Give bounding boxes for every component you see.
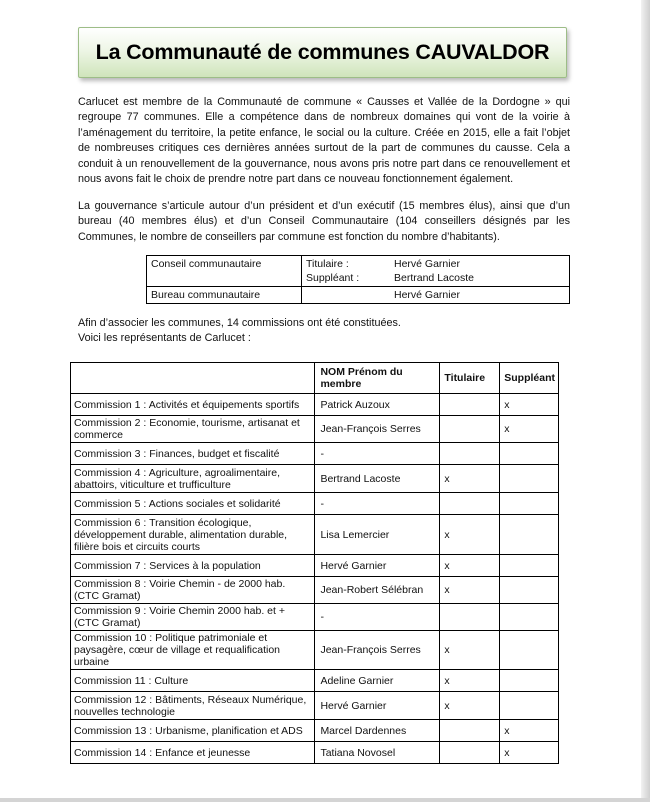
title-box [78, 27, 567, 78]
titulaire-cell: x [440, 692, 500, 720]
paragraph-membership: Carlucet est membre de la Communauté de commune « Causses et Vallée de la Dordogne » qui regroupe 77 communes. Elle a compétence dans de nombreux domaines qui vont de la voirie à l’aménagement du territoire, la petite enfance, le social ou la culture. Créée en 2015, elle a fait l’objet de nombreuses critiques ces dernières années surtout de la part de communes du causse. Cela a conduit à un renouvellement de la gouvernance, nous avons pris notre part dans ce renouvellement et nous avons fait le choix de prendre notre part dans ce nouveau fonctionnement également. [78, 96, 570, 186]
commissions-table-body [71, 394, 559, 764]
titulaire-cell: x [440, 555, 500, 577]
table-row [71, 670, 559, 692]
page-edge [641, 0, 650, 802]
commission-name-cell: Commission 8 : Voirie Chemin - de 2000 hab. (CTC Gramat) [71, 577, 315, 604]
titulaire-cell: x [440, 515, 500, 555]
table-row [147, 256, 570, 287]
member-name-cell: Marcel Dardennes [315, 720, 440, 742]
member-name-cell: Bertrand Lacoste [315, 465, 440, 493]
suppleant-label: Suppléant : [306, 272, 360, 284]
bureau-name: Hervé Garnier [390, 287, 570, 304]
member-name-cell: - [315, 443, 440, 465]
paragraph-governance: La gouvernance s’articule autour d’un président et d’un exécutif (15 membres élus), ainsi que d’un bureau (40 membres élus) et d’un Conseil Communautaire (104 conseillers désignés par les Communes, le nombre de conseillers par commune est fonction du nombre d’habitants). [78, 200, 570, 243]
suppleant-cell: x [500, 416, 559, 443]
titulaire-cell: x [440, 631, 500, 670]
suppleant-cell: x [500, 742, 559, 764]
intro-line: Afin d’associer les communes, 14 commissions ont été constituées. [78, 317, 401, 329]
table-row [71, 493, 559, 515]
member-name-cell: Lisa Lemercier [315, 515, 440, 555]
commission-name-cell: Commission 10 : Politique patrimoniale et paysagère, cœur de village et requalification urbaine [71, 631, 315, 670]
suppleant-cell: x [500, 720, 559, 742]
table-row [71, 604, 559, 631]
titulaire-cell [440, 416, 500, 443]
table-row [71, 416, 559, 443]
role-names [390, 256, 570, 287]
member-name-cell: Hervé Garnier [315, 555, 440, 577]
titulaire-cell [440, 720, 500, 742]
bureau-label: Bureau communautaire [147, 287, 302, 304]
commission-name-cell: Commission 1 : Activités et équipements sportifs [71, 394, 315, 416]
table-row [71, 742, 559, 764]
member-name-cell: Hervé Garnier [315, 692, 440, 720]
titulaire-cell [440, 604, 500, 631]
suppleant-cell [500, 670, 559, 692]
member-name-cell: - [315, 604, 440, 631]
table-row [71, 577, 559, 604]
suppleant-cell [500, 604, 559, 631]
table-row [71, 515, 559, 555]
titulaire-cell: x [440, 670, 500, 692]
suppleant-name: Bertrand Lacoste [394, 272, 474, 284]
suppleant-cell [500, 577, 559, 604]
titulaire-name: Hervé Garnier [394, 258, 460, 270]
table-row [71, 465, 559, 493]
commission-name-cell: Commission 14 : Enfance et jeunesse [71, 742, 315, 764]
suppleant-cell [500, 631, 559, 670]
commission-name-cell: Commission 4 : Agriculture, agroalimentaire, abattoirs, viticulture et trufficulture [71, 465, 315, 493]
suppleant-cell [500, 493, 559, 515]
table-header-row [71, 363, 559, 394]
commission-name-cell: Commission 9 : Voirie Chemin 2000 hab. et + (CTC Gramat) [71, 604, 315, 631]
column-header-member: NOM Prénom du membre [315, 363, 440, 394]
commission-name-cell: Commission 7 : Services à la population [71, 555, 315, 577]
page-title: La Communauté de communes CAUVALDOR [95, 40, 550, 64]
commission-name-cell: Commission 11 : Culture [71, 670, 315, 692]
titulaire-cell: x [440, 577, 500, 604]
representatives-table [146, 255, 570, 304]
commission-name-cell: Commission 3 : Finances, budget et fiscalité [71, 443, 315, 465]
table-row [71, 394, 559, 416]
table-row [71, 692, 559, 720]
member-name-cell: Jean-François Serres [315, 416, 440, 443]
suppleant-cell [500, 555, 559, 577]
member-name-cell: Adeline Garnier [315, 670, 440, 692]
table-row [71, 720, 559, 742]
table-row [147, 287, 570, 304]
commissions-table [70, 362, 559, 764]
column-header-commission [71, 363, 315, 394]
member-name-cell: Tatiana Novosel [315, 742, 440, 764]
commissions-intro [78, 316, 401, 347]
titulaire-cell [440, 394, 500, 416]
suppleant-cell [500, 515, 559, 555]
empty-cell [302, 287, 391, 304]
titulaire-cell: x [440, 465, 500, 493]
column-header-titulaire: Titulaire [440, 363, 500, 394]
page-edge-bottom [0, 798, 650, 802]
titulaire-cell [440, 742, 500, 764]
commission-name-cell: Commission 5 : Actions sociales et solidarité [71, 493, 315, 515]
role-labels [302, 256, 391, 287]
member-name-cell: Jean-Robert Sélébran [315, 577, 440, 604]
commission-name-cell: Commission 6 : Transition écologique, développement durable, alimentation durable, filière bois et circuits courts [71, 515, 315, 555]
conseil-label: Conseil communautaire [147, 256, 302, 287]
member-name-cell: Jean-François Serres [315, 631, 440, 670]
commission-name-cell: Commission 13 : Urbanisme, planification et ADS [71, 720, 315, 742]
table-row [71, 443, 559, 465]
suppleant-cell [500, 443, 559, 465]
intro-line: Voici les représentants de Carlucet : [78, 332, 251, 345]
suppleant-cell: x [500, 394, 559, 416]
titulaire-label: Titulaire : [306, 258, 349, 270]
member-name-cell: - [315, 493, 440, 515]
table-row [71, 631, 559, 670]
commission-name-cell: Commission 12 : Bâtiments, Réseaux Numérique, nouvelles technologie [71, 692, 315, 720]
commission-name-cell: Commission 2 : Economie, tourisme, artisanat et commerce [71, 416, 315, 443]
member-name-cell: Patrick Auzoux [315, 394, 440, 416]
suppleant-cell [500, 692, 559, 720]
titulaire-cell [440, 493, 500, 515]
suppleant-cell [500, 465, 559, 493]
column-header-suppleant: Suppléant [500, 363, 559, 394]
titulaire-cell [440, 443, 500, 465]
table-row [71, 555, 559, 577]
